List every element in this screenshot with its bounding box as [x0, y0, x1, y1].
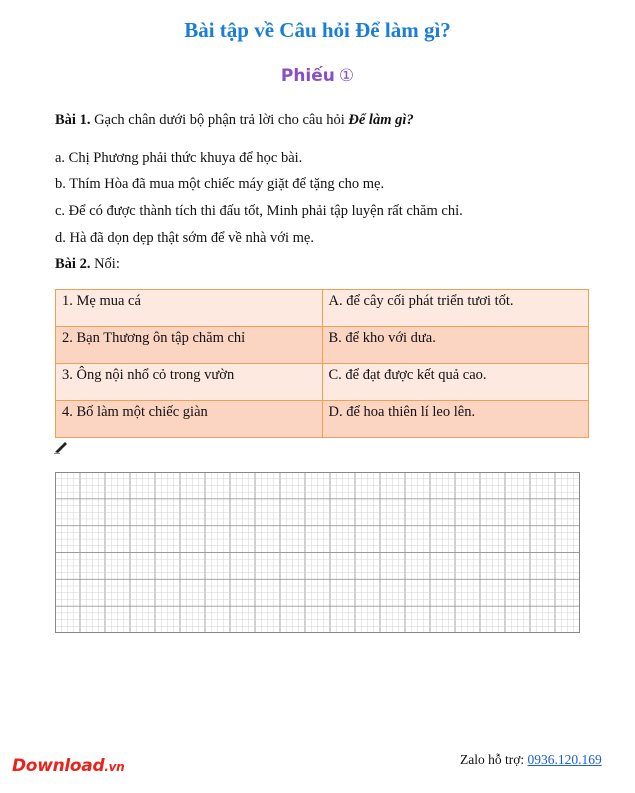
exercise2-instruction: Nối:: [94, 256, 120, 272]
left-item: 4. Bố làm một chiếc giàn: [56, 401, 323, 438]
exercise2-heading: [55, 256, 120, 273]
exercise1-item-b: b. Thím Hòa đã mua một chiếc máy giặt để tặng cho mẹ.: [55, 176, 385, 192]
table-row: [56, 401, 589, 438]
logo-main: Download: [12, 756, 105, 776]
page-title: Bài tập về Câu hỏi Để làm gì?: [184, 18, 451, 42]
subtitle-number: ①: [338, 66, 355, 86]
exercise1-heading: [55, 112, 414, 129]
table-row: [56, 364, 589, 401]
left-item: 2. Bạn Thương ôn tập chăm chỉ: [56, 327, 323, 364]
worksheet-subtitle: [0, 66, 635, 86]
phone-link[interactable]: 0936.120.169: [527, 752, 602, 767]
left-item: 1. Mẹ mua cá: [56, 290, 323, 327]
left-item: 3. Ông nội nhổ cỏ trong vườn: [56, 364, 323, 401]
exercise2-label: Bài 2.: [55, 256, 91, 272]
pen-icon-svg: [54, 442, 68, 454]
table-row: [56, 290, 589, 327]
pen-icon: [54, 442, 68, 458]
logo-domain: .vn: [104, 760, 125, 774]
right-item: A. để cây cối phát triển tươi tốt.: [322, 290, 589, 327]
contact-label: Zalo hỗ trợ:: [460, 752, 525, 767]
exercise1-item-c: c. Để có được thành tích thi đấu tốt, Minh phải tập luyện rất chăm chỉ.: [55, 203, 463, 219]
subtitle-label: Phiếu: [280, 66, 335, 86]
table-row: [56, 327, 589, 364]
download-logo[interactable]: [12, 756, 124, 776]
right-item: D. để hoa thiên lí leo lên.: [322, 401, 589, 438]
matching-table: [55, 289, 589, 438]
right-item: B. để kho với dưa.: [322, 327, 589, 364]
exercise1-instruction: Gạch chân dưới bộ phận trả lời cho câu hỏi: [94, 112, 345, 128]
footer-contact: [460, 752, 602, 768]
exercise1-question: Để làm gì?: [348, 112, 414, 128]
right-item: C. để đạt được kết quả cao.: [322, 364, 589, 401]
writing-grid[interactable]: [55, 472, 580, 633]
exercise1-item-a: a. Chị Phương phải thức khuya để học bài.: [55, 150, 303, 166]
exercise1-label: Bài 1.: [55, 112, 91, 128]
exercise1-item-d: d. Hà đã dọn dẹp thật sớm để về nhà với mẹ.: [55, 230, 314, 246]
